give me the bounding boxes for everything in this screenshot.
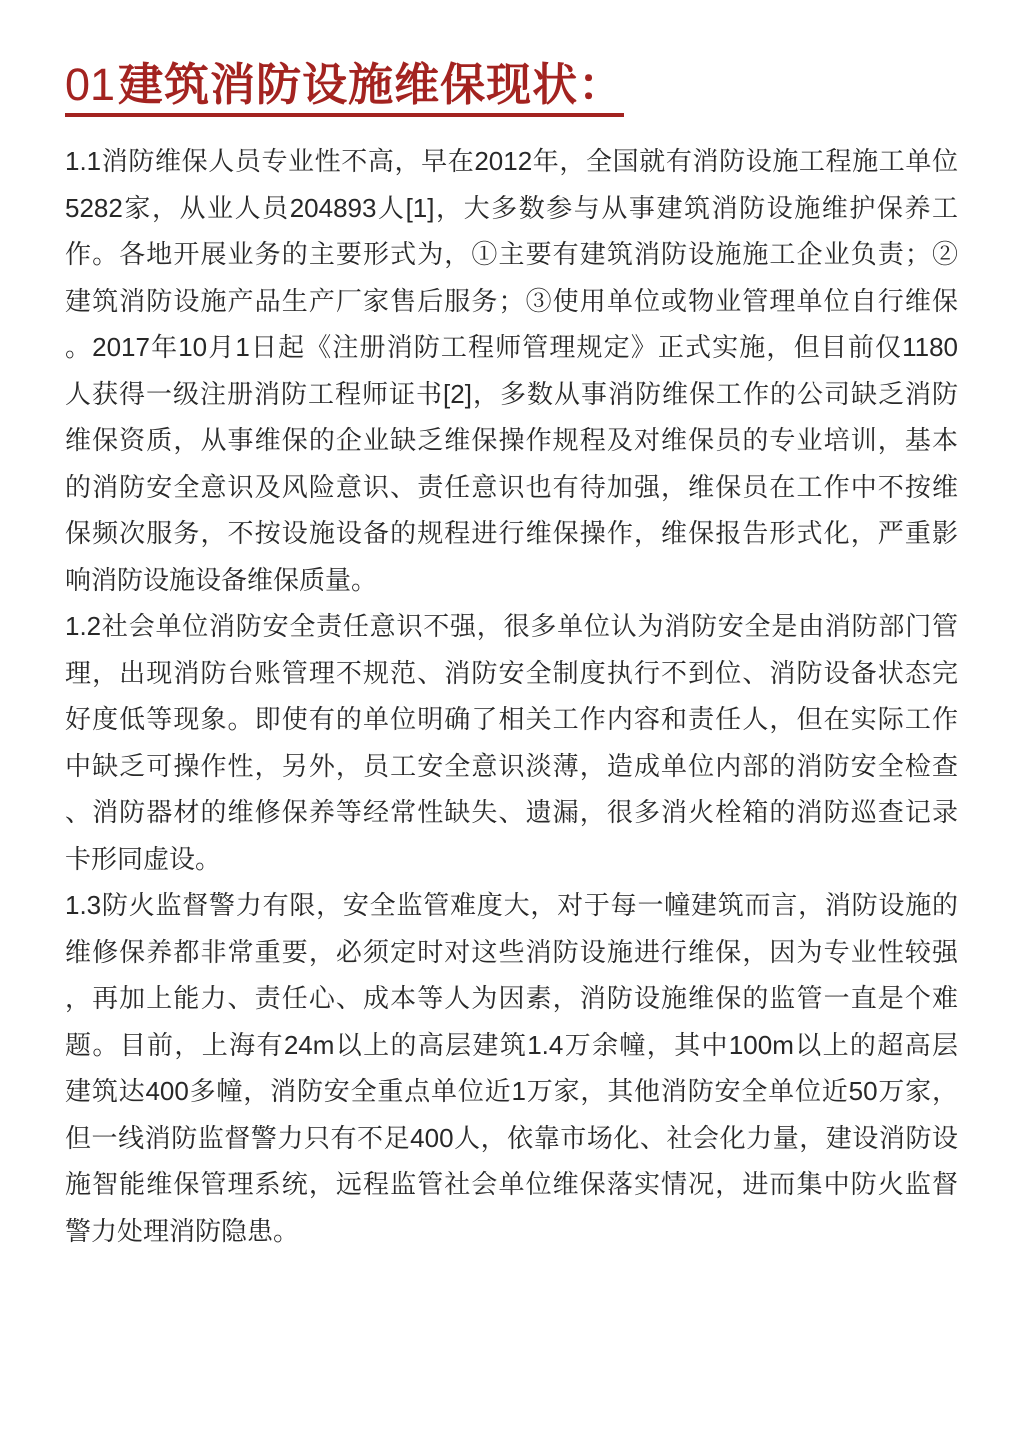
text-line: 施智能维保管理系统，远程监管社会单位维保落实情况，进而集中防火监督 (65, 1169, 958, 1199)
text-line: 题。目前，上海有24m以上的高层建筑1.4万余幢，其中100m以上的超高层 (65, 1029, 958, 1060)
text-line: 但一线消防监督警力只有不足400人，依靠市场化、社会化力量，建设消防设 (65, 1122, 958, 1153)
text-line: 5282家，从业人员204893人[1]，大多数参与从事建筑消防设施维护保养工 (65, 192, 958, 223)
text-line: 。2017年10月1日起《注册消防工程师管理规定》正式实施，但目前仅1180 (65, 332, 958, 362)
section-title (65, 59, 625, 117)
text-line: 维保资质，从事维保的企业缺乏维保操作规程及对维保员的专业培训，基本 (65, 425, 958, 455)
text-line: 、消防器材的维修保养等经常性缺失、遗漏，很多消火栓箱的消防巡查记录 (65, 797, 958, 827)
text-line: 理，出现消防台账管理不规范、消防安全制度执行不到位、消防设备状态完 (65, 657, 958, 688)
article-body (65, 138, 958, 1254)
text-line: 中缺乏可操作性，另外，员工安全意识淡薄，造成单位内部的消防安全检查 (65, 750, 958, 781)
text-line: ，再加上能力、责任心、成本等人为因素，消防设施维保的监管一直是个难 (65, 983, 958, 1013)
text-line: 建筑达400多幢，消防安全重点单位近1万家，其他消防安全单位近50万家， (65, 1076, 958, 1106)
text-line: 1.1消防维保人员专业性不高，早在2012年，全国就有消防设施工程施工单位 (65, 146, 958, 176)
text-line: 好度低等现象。即使有的单位明确了相关工作内容和责任人，但在实际工作 (65, 704, 958, 734)
text-line: 警力处理消防隐患。 (65, 1215, 300, 1246)
text-line: 卡形同虚设。 (65, 843, 222, 874)
text-line: 人获得一级注册消防工程师证书[2]，多数从事消防维保工作的公司缺乏消防 (65, 378, 958, 409)
text-line: 保频次服务，不按设施设备的规程进行维保操作，维保报告形式化，严重影 (65, 518, 958, 548)
text-line: 1.2社会单位消防安全责任意识不强，很多单位认为消防安全是由消防部门管 (65, 611, 958, 641)
section-title-text: 建筑消防设施维保现状： (118, 59, 625, 110)
text-line: 1.3防火监督警力有限，安全监管难度大，对于每一幢建筑而言，消防设施的 (65, 890, 958, 920)
text-line: 作。各地开展业务的主要形式为，①主要有建筑消防设施施工企业负责；② (65, 239, 958, 269)
text-line: 的消防安全意识及风险意识、责任意识也有待加强，维保员在工作中不按维 (65, 471, 958, 502)
text-line: 响消防设施设备维保质量。 (65, 564, 378, 595)
text-line: 维修保养都非常重要，必须定时对这些消防设施进行维保，因为专业性较强 (65, 936, 958, 967)
section-number: 01 (65, 59, 116, 110)
text-line: 建筑消防设施产品生产厂家售后服务；③使用单位或物业管理单位自行维保 (65, 285, 958, 316)
